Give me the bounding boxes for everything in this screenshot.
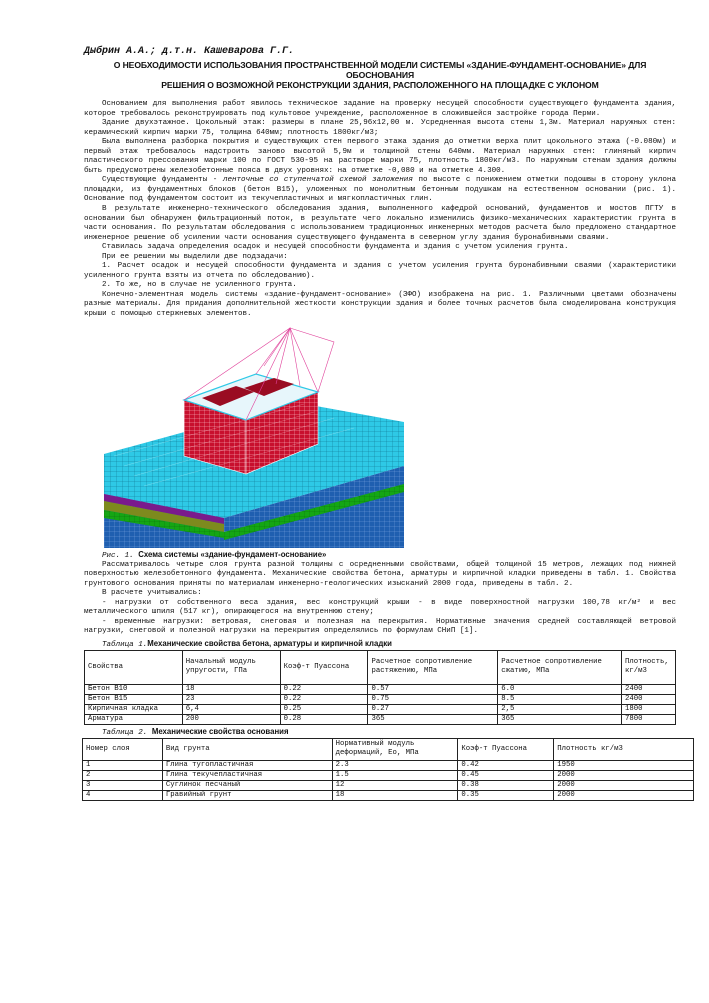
paragraph bbox=[84, 176, 676, 205]
paragraph: 1. Расчет осадок и несущей способности фундамента и здания с учетом усиления грунта буронабивными сваями (характеристики усиленного грунта взяты из отчета по обследованию). bbox=[84, 262, 676, 280]
table-1 bbox=[84, 650, 676, 725]
column-header: Свойства bbox=[85, 650, 183, 684]
table-row bbox=[85, 694, 676, 704]
paper-title bbox=[84, 60, 676, 90]
table-cell: 7800 bbox=[621, 714, 675, 724]
paragraph: Была выполнена разборка покрытия и существующих стен первого этажа здания до отметки верха плит цокольного этажа (-0.080м) и первый этаж требовалось надстроить заново высотой 5,9м и толщиной стены 640мм. Материал наружных стен: глиняный кирпич пластического прессования марки 100 по ГОСТ 530-95 на растворе марки 75, плотность 1800кг/м3. По наружным стенам здания должны быть предусмотрены железобетонные пояса в двух уровнях: на отметке -0,080 и на отметке 4.300. bbox=[84, 138, 676, 175]
figure-label: Рис. 1. bbox=[102, 551, 134, 560]
table-cell: Бетон В15 bbox=[85, 694, 183, 704]
paragraph: Основанием для выполнения работ явилось техническое задание на проверку несущей способности существующего фундамента здания, которое требовалось реконструировать под культовое учреждение, расположенное в сложившейся застройке города Перми. bbox=[84, 100, 676, 118]
table-cell: 2,5 bbox=[498, 704, 622, 714]
table-cell: 2400 bbox=[621, 684, 675, 694]
paragraph: - нагрузки от собственного веса здания, вес конструкций крыши - в виде поверхностной нагрузки 100,78 кг/м² и вес металлического шпиля (517 кг), опирающегося на внутреннюю стену; bbox=[84, 598, 676, 617]
title-line-2: РЕШЕНИЯ О ВОЗМОЖНОЙ РЕКОНСТРУКЦИИ ЗДАНИЯ, РАСПОЛОЖЕННОГО НА ПЛОЩАДКЕ С УКЛОНОМ bbox=[161, 80, 599, 90]
table-cell: 2400 bbox=[621, 694, 675, 704]
authors: Дыбрин А.А.; д.т.н. Кашеварова Г.Г. bbox=[84, 46, 295, 57]
table-cell: 0.25 bbox=[280, 704, 368, 714]
paragraph: - временные нагрузки: ветровая, снеговая и полезная на перекрытия. Нормативные значения средней составляющей ветровой нагрузки, снеговой и полезной нагрузки на перекрытия определялись по формулам СНиП [1]. bbox=[84, 617, 676, 636]
table-cell: 0.35 bbox=[458, 790, 554, 800]
table-cell: 365 bbox=[498, 714, 622, 724]
table-cell: Бетон В10 bbox=[85, 684, 183, 694]
table-2-caption bbox=[102, 727, 676, 738]
table-1-label: Таблица 1. bbox=[102, 640, 148, 649]
table-cell: 2 bbox=[83, 770, 163, 780]
table-2 bbox=[82, 738, 694, 801]
table-cell: 3 bbox=[83, 780, 163, 790]
paper-page bbox=[84, 46, 676, 801]
table-cell: 6.0 bbox=[498, 684, 622, 694]
emphasis: ленточные со ступенчатой схемой заложения bbox=[222, 176, 413, 185]
column-header: Вид грунта bbox=[162, 738, 332, 760]
column-header: Коэф-т Пуассона bbox=[280, 650, 368, 684]
table-header-row bbox=[85, 650, 676, 684]
paragraph: В результате инженерно-технического обследования здания, выполненного кафедрой оснований, фундаментов и мостов ПГТУ в основании был обнаружен фильтрационный поток, в результате чего локально изменились физико-механических характеристик грунта в части основания. По результатам обследования с использованием традиционных инженерных методов расчета было предложено стандартное инженерное решение об усилении части основания существующего фундамента в северном углу здания буронабивными сваями. bbox=[84, 205, 676, 242]
table-cell: 2000 bbox=[554, 790, 694, 800]
table-cell: 0.22 bbox=[280, 694, 368, 704]
column-header: Начальный модуль упругости, ГПа bbox=[182, 650, 280, 684]
table-cell: 200 bbox=[182, 714, 280, 724]
table-1-title: Механические свойства бетона, арматуры и кирпичной кладки bbox=[147, 638, 392, 648]
figure-caption bbox=[102, 550, 676, 560]
paper-body bbox=[84, 100, 676, 637]
table-row bbox=[85, 714, 676, 724]
table-cell: 8.5 bbox=[498, 694, 622, 704]
table-cell: 1.5 bbox=[332, 770, 458, 780]
table-cell: 1 bbox=[83, 760, 163, 770]
paragraph: В расчете учитывались: bbox=[102, 589, 202, 598]
column-header: Плотность, кг/м3 bbox=[621, 650, 675, 684]
figure-fem-model bbox=[104, 326, 404, 548]
table-cell: 1950 bbox=[554, 760, 694, 770]
table-cell: Суглинок песчаный bbox=[162, 780, 332, 790]
paragraph: Рассматривалось четыре слоя грунта разной толщины с осредненными свойствами, общей толщиной 15 метров, лежащих под нижней поверхностью железобетонного фундамента. Механические свойства бетона, арматуры и кирпичной кладки приведены в табл. 1. Свойства грунтового основания приняты по материалам инженерно-геологических изысканий 2000 года, приведены в табл. 2. bbox=[84, 560, 676, 588]
column-header: Плотность кг/м3 bbox=[554, 738, 694, 760]
table-1-caption bbox=[102, 639, 676, 650]
table-cell: 365 bbox=[368, 714, 498, 724]
paragraph: Конечно-элементная модель системы «здание-фундамент-основание» (ЗФО) изображена на рис. 1. Различными цветами обозначены разные материалы. Для придания дополнительной жесткости конструкции здания и более точных расчетов была смоделирована конструкция крыши с помощью стержневых элементов. bbox=[84, 290, 676, 319]
table-cell: Глина текучепластичная bbox=[162, 770, 332, 780]
table-cell: Глина тугопластичная bbox=[162, 760, 332, 770]
table-cell: 0.22 bbox=[280, 684, 368, 694]
column-header: Расчетное сопротивление растяжению, МПа bbox=[368, 650, 498, 684]
table-cell: 0.28 bbox=[280, 714, 368, 724]
table-cell: 2.3 bbox=[332, 760, 458, 770]
table-cell: 2000 bbox=[554, 770, 694, 780]
table-cell: 4 bbox=[83, 790, 163, 800]
table-2-title: Механические свойства основания bbox=[151, 726, 289, 736]
table-row bbox=[83, 770, 694, 780]
table-cell: 2000 bbox=[554, 780, 694, 790]
table-2-body bbox=[83, 760, 694, 800]
figure-title: Схема системы «здание-фундамент-основание» bbox=[138, 549, 327, 559]
table-cell: 6,4 bbox=[182, 704, 280, 714]
table-1-body bbox=[85, 684, 676, 724]
table-cell: 18 bbox=[182, 684, 280, 694]
column-header: Номер слоя bbox=[83, 738, 163, 760]
paragraph: Ставилась задача определения осадок и несущей способности фундамента и здания с учетом усиления грунта. bbox=[102, 243, 569, 252]
table-header-row bbox=[83, 738, 694, 760]
fem-model-image bbox=[104, 326, 404, 548]
table-cell: 0.38 bbox=[458, 780, 554, 790]
paragraph: При ее решении мы выделили две подзадачи: bbox=[102, 252, 288, 261]
column-header: Коэф-т Пуассона bbox=[458, 738, 554, 760]
table-cell: 12 bbox=[332, 780, 458, 790]
table-cell: Кирпичная кладка bbox=[85, 704, 183, 714]
table-cell: Гравийный грунт bbox=[162, 790, 332, 800]
column-header: Нормативный модуль деформаций, Ео, МПа bbox=[332, 738, 458, 760]
paragraph: Здание двухэтажное. Цокольный этаж: размеры в плане 25,96х12,00 м. Усредненная высота стены 1,3м. Материал наружных стен: керамический кирпич марки 75, толщина 640мм; плотность 1800кг/м3; bbox=[84, 119, 676, 137]
table-cell: 0.42 bbox=[458, 760, 554, 770]
table-cell: 0.57 bbox=[368, 684, 498, 694]
table-row bbox=[85, 704, 676, 714]
table-row bbox=[83, 790, 694, 800]
table-cell: 0.45 bbox=[458, 770, 554, 780]
column-header: Расчетное сопротивление сжатию, МПа bbox=[498, 650, 622, 684]
table-row bbox=[85, 684, 676, 694]
table-cell: 23 bbox=[182, 694, 280, 704]
title-line-1: О НЕОБХОДИМОСТИ ИСПОЛЬЗОВАНИЯ ПРОСТРАНСТВЕННОЙ МОДЕЛИ СИСТЕМЫ «ЗДАНИЕ-ФУНДАМЕНТ-ОСНОВАНИЕ» ДЛЯ ОБОСНОВАНИЯ bbox=[113, 60, 647, 80]
table-cell: Арматура bbox=[85, 714, 183, 724]
table-2-label: Таблица 2. bbox=[102, 728, 148, 737]
text-span: Существующие фундаменты - bbox=[102, 176, 223, 185]
paragraph: 2. То же, но в случае не усиленного грунта. bbox=[102, 281, 297, 290]
table-cell: 0.27 bbox=[368, 704, 498, 714]
table-cell: 1800 bbox=[621, 704, 675, 714]
table-cell: 0.75 bbox=[368, 694, 498, 704]
table-row bbox=[83, 760, 694, 770]
table-cell: 18 bbox=[332, 790, 458, 800]
text-span: по высоте с понижением отметки подошвы в сторону уклона площадки, из фундаментных блоков (бетон В15), уложенных по монолитным бетонным подушкам на естественном основании (рис. 1). Основание под фундаментом состоит из текучепластичных и мягкопластичных глин. bbox=[84, 176, 676, 204]
table-row bbox=[83, 780, 694, 790]
